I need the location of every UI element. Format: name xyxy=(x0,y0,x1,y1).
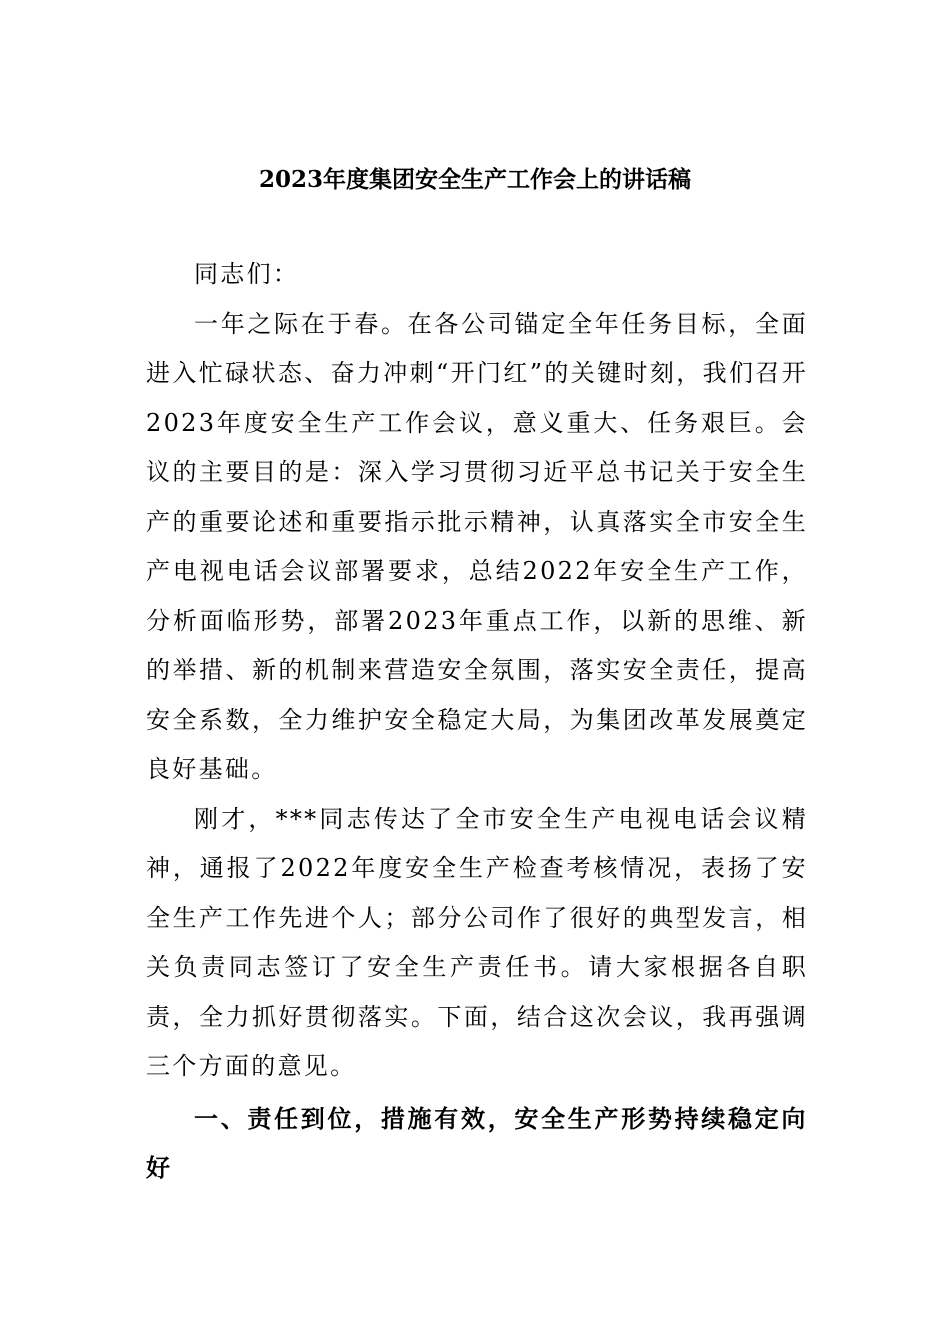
document-title: 2023年度集团安全生产工作会上的讲话稿 xyxy=(258,166,691,193)
body-paragraph: 刚才，***同志传达了全市安全生产电视电话会议精神，通报了2022年度安全生产检查考核情况，表扬了安全生产工作先进个人；部分公司作了很好的典型发言，相关负责同志签订了安全生产责任书。请大家根据各自职责，全力抓好贯彻落实。下面，结合这次会议，我再强调三个方面的意见。 xyxy=(146,804,808,1080)
salutation-paragraph: 同志们： xyxy=(194,260,300,288)
body-paragraph: 一年之际在于春。在各公司锚定全年任务目标，全面进入忙碌状态、奋力冲刺“开门红”的关键时刻，我们召开2023年度安全生产工作会议，意义重大、任务艰巨。会议的主要目的是：深入学习贯彻习近平总书记关于安全生产的重要论述和重要指示批示精神，认真落实全市安全生产电视电话会议部署要求，总结2022年安全生产工作，分析面临形势，部署2023年重点工作，以新的思维、新的举措、新的机制来营造安全氛围，落实安全责任，提高安全系数，全力维护安全稳定大局，为集团改革发展奠定良好基础。 xyxy=(146,309,808,783)
document-body xyxy=(146,250,808,1193)
section-heading: 一、责任到位，措施有效，安全生产形势持续稳定向好 xyxy=(146,1103,808,1182)
